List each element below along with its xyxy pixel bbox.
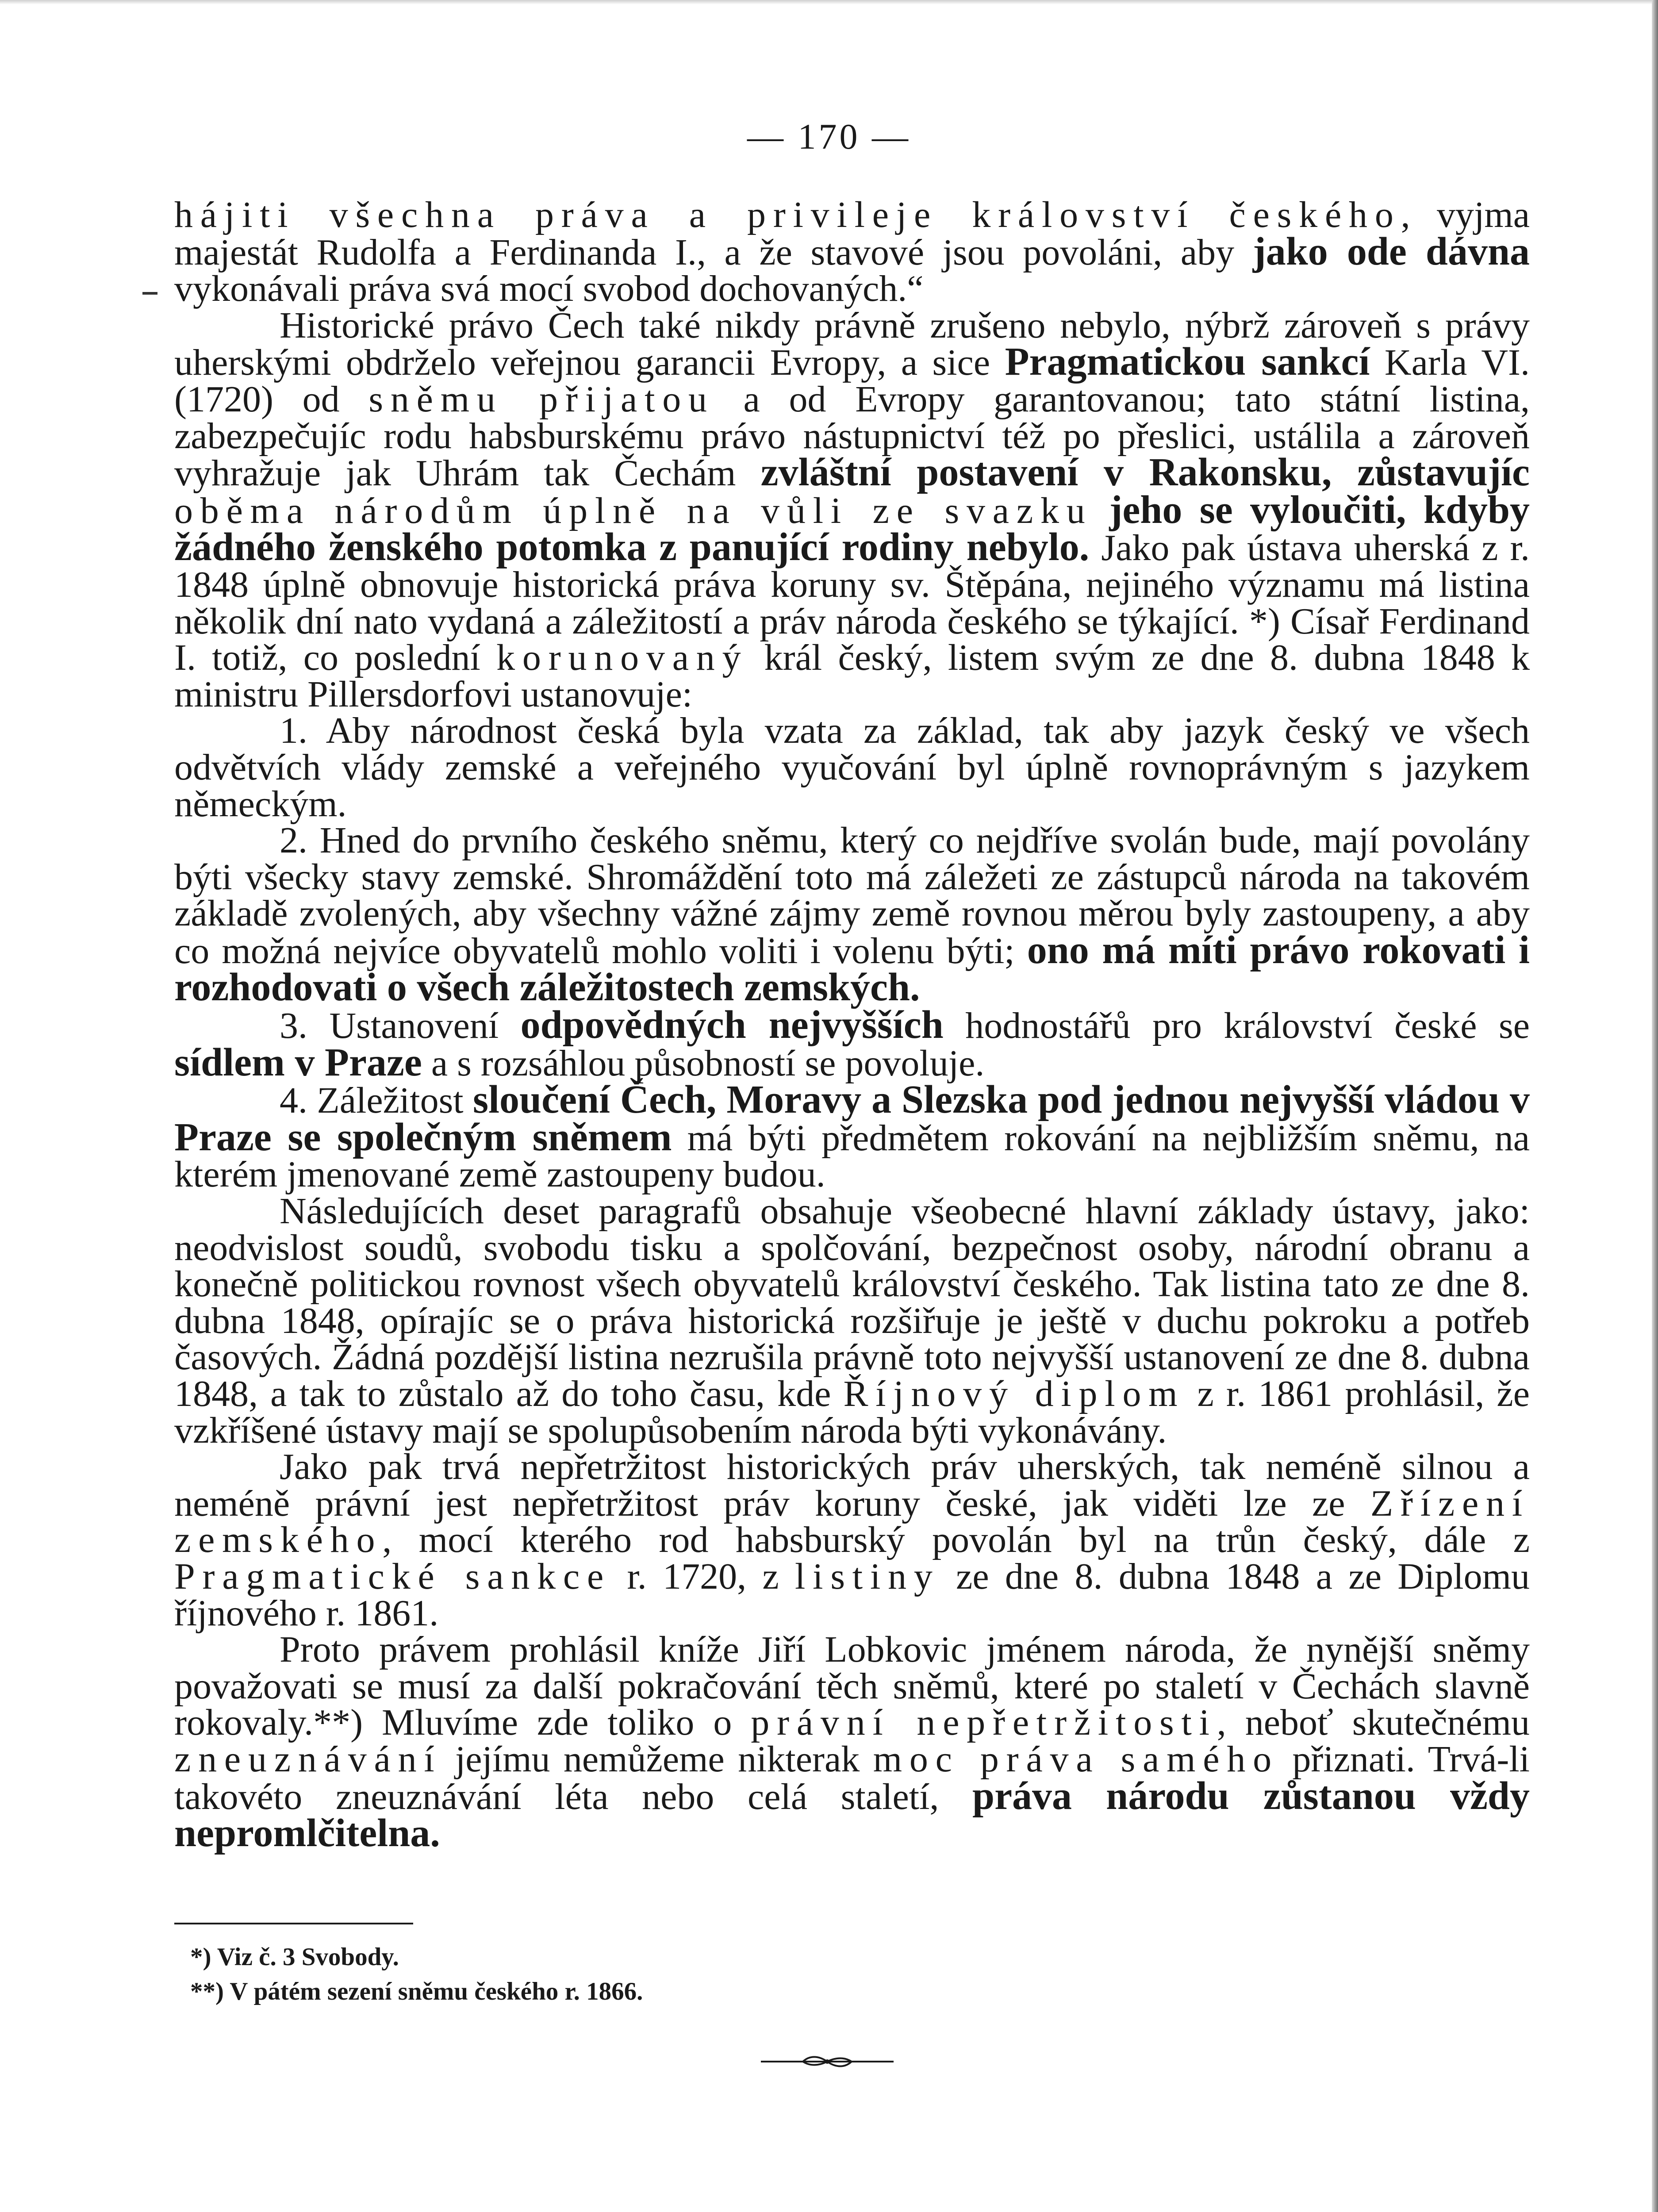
text-run: a s rozsáhlou působností se povoluje. bbox=[422, 1042, 985, 1084]
footnote-mark: **) bbox=[190, 1978, 224, 2005]
text-run: Následujících deset paragrafů obsahuje všeobecné hlavní základy ústavy, jako: neodvislost soudů, svobodu tisku a spolčování, bezpečnost osoby, národní obranu a konečně politickou rovnost všech obyvatelů království českého. Tak listina tato ze dne 8. dubna 1848, opírajíc se o práva historická rozšiřuje je ještě v duchu pokroku a potřeb časových. Žádná pozdější listina nezrušila právně toto nejvyšší ustanovení ze dne 8. dubna 1848, a tak to zůstalo až do toho času, kde bbox=[174, 1190, 1530, 1414]
text-run: 2. Hned do prvního českého sněmu, který co nejdříve svolán bude, mají povolány býti všecky stavy zemské. Shromáždění toto má záležeti ze zástupců národa na takovém základě zvolených, aby všechny vážné zájmy země rovnou měrou byly zastoupeny, a aby co možná nejvíce obyvatelů mohlo voliti i volenu býti; bbox=[174, 820, 1530, 972]
text-run: 3. Ustanovení bbox=[280, 1005, 521, 1047]
footnote-text: V pátém sezení sněmu českého r. 1866. bbox=[230, 1978, 643, 2005]
text-run: Historické právo Čech také nikdy právně zrušeno nebylo, nýbrž zároveň s právy uherskými obdrželo veřejnou garancii Evropy, a sice bbox=[174, 304, 1530, 384]
ornament-divider bbox=[761, 2053, 894, 2070]
paragraph bbox=[174, 304, 1530, 715]
footnote-rule bbox=[174, 1923, 413, 1924]
text-run: , neboť skutečnému bbox=[1217, 1702, 1530, 1743]
paragraph bbox=[174, 710, 1530, 825]
body-text bbox=[174, 194, 1530, 1855]
emphasis-spaced: korunovaný bbox=[496, 637, 748, 679]
text-run: r. 1720, z bbox=[611, 1555, 795, 1597]
page-edge-top bbox=[0, 0, 1658, 4]
emphasis-spaced: moc práva samého bbox=[873, 1738, 1279, 1780]
text-run: z r. 1861 prohlásil, že vzkříšené ústavy mají se spolupůsobením národa býti vykonávány. bbox=[174, 1373, 1530, 1451]
paragraph bbox=[174, 1190, 1530, 1451]
emphasis-bold: Pragmatickou sankcí bbox=[1005, 340, 1370, 384]
footnotes bbox=[190, 1940, 1340, 2009]
emphasis-spaced: Pragmatické sankce bbox=[174, 1555, 611, 1597]
emphasis-spaced: zneuznávání bbox=[174, 1738, 442, 1780]
margin-dash-mark bbox=[142, 292, 157, 295]
text-run: ze dne 8. dubna 1848 a ze Diplomu říjnového r. 1861. bbox=[174, 1555, 1530, 1634]
text-run: Karla VI. (1720) od bbox=[174, 342, 1530, 420]
footnote bbox=[190, 1974, 1340, 2009]
emphasis-bold: sloučení Čech, Moravy a Slezska pod jednou nejvyšší vládou v Praze se společným sněmem bbox=[174, 1078, 1530, 1159]
emphasis-bold: odpovědných nejvyšších bbox=[520, 1003, 944, 1047]
text-run: Proto právem prohlásil kníže Jiří Lobkovic jménem národa, že nynější sněmy považovati se musí za další pokračování těch sněmů, které po staletí v Čechách slavně rokovaly.**) Mluvíme zde toliko o bbox=[174, 1629, 1530, 1743]
emphasis-spaced: listiny bbox=[795, 1555, 940, 1597]
text-run: přiznati. Trvá-li takovéto zneuznávání léta nebo celá staletí, bbox=[174, 1738, 1530, 1817]
text-run: 4. Záležitost bbox=[280, 1080, 473, 1121]
emphasis-spaced: Zřízení zemského bbox=[174, 1482, 1530, 1561]
text-run: 1. Aby národnost česká byla vzata za základ, tak aby jazyk český ve všech odvětvích vlády zemské a veřejného vyučování byl úplně rovnoprávným s jazykem německým. bbox=[174, 710, 1530, 825]
page-edge-shadow bbox=[1652, 0, 1658, 2212]
text-run: , mocí kterého rod habsburský povolán byl na trůn český, dále z bbox=[382, 1519, 1530, 1561]
emphasis-spaced: sněmu přijatou bbox=[368, 378, 714, 420]
emphasis-bold: práva národu zůstanou vždy nepromlčitelna. bbox=[174, 1774, 1530, 1855]
emphasis-bold: zvláštní postavení v Rakonsku, zůstavujíc bbox=[760, 450, 1530, 495]
text-run: a od Evropy garantovanou; tato státní listina, zabezpečujíc rodu habsburskému právo nástupnictví též po přeslici, ustálila a zároveň vyhražuje jak Uhrám tak Čechám bbox=[174, 378, 1530, 494]
paragraph bbox=[174, 1446, 1530, 1634]
text-run: má býti předmětem rokování na nejbližším sněmu, na kterém jmenované země zastoupeny budou. bbox=[174, 1117, 1530, 1195]
text-run: král český, listem svým ze dne 8. dubna 1848 k ministru Pillersdorfovi ustanovuje: bbox=[174, 637, 1530, 715]
emphasis-bold: sídlem v Praze bbox=[174, 1040, 422, 1084]
text-run: vykonávali práva svá mocí svobod dochovaných.“ bbox=[174, 268, 924, 310]
footnote-mark: *) bbox=[190, 1943, 211, 1971]
text-run: hodnostářů pro království české se bbox=[943, 1005, 1530, 1047]
paragraph bbox=[174, 820, 1530, 1010]
emphasis-spaced: oběma národům úplně na vůli ze svazku bbox=[174, 490, 1093, 531]
text-run: jejímu nemůžeme nikterak bbox=[441, 1738, 873, 1780]
text-run: Jako pak ústava uherská z r. 1848 úplně obnovuje historická práva koruny sv. Štěpána, nejiného významu má listina několik dní nato vydaná a záležitostí a práv národa českého se týkající. *) Císař Ferdinand I. totiž, co poslední bbox=[174, 527, 1530, 679]
paragraph bbox=[174, 1078, 1530, 1195]
paragraph bbox=[174, 1629, 1530, 1855]
paragraph bbox=[174, 194, 1530, 310]
paragraph bbox=[174, 1003, 1530, 1084]
emphasis-spaced: právní nepřetržitosti bbox=[751, 1702, 1217, 1743]
page-number: — 170 — bbox=[747, 116, 911, 157]
emphasis-spaced: hájiti všechna práva a privileje království českého bbox=[174, 194, 1401, 235]
emphasis-spaced: Říjnový diplom bbox=[843, 1373, 1185, 1414]
footnote bbox=[190, 1940, 1340, 1974]
footnote-text: Viz č. 3 Svobody. bbox=[217, 1943, 399, 1971]
text-run bbox=[1093, 490, 1109, 531]
text-run: Jako pak trvá nepřetržitost historických práv uherských, tak neméně silnou a neméně právní jest nepřetržitost práv koruny české, jak viděti lze ze bbox=[174, 1446, 1530, 1524]
emphasis-bold: jako ode dávna bbox=[1252, 229, 1530, 273]
text-run: , vyjma majestát Rudolfa a Ferdinanda I., a že stavové jsou povoláni, aby bbox=[174, 194, 1530, 273]
emphasis-bold: jeho se vyloučiti, kdyby žádného ženského potomka z panující rodiny nebylo. bbox=[174, 488, 1530, 569]
emphasis-bold: ono má míti právo rokovati i rozhodovati o všech záležitostech zemských. bbox=[174, 928, 1530, 1010]
